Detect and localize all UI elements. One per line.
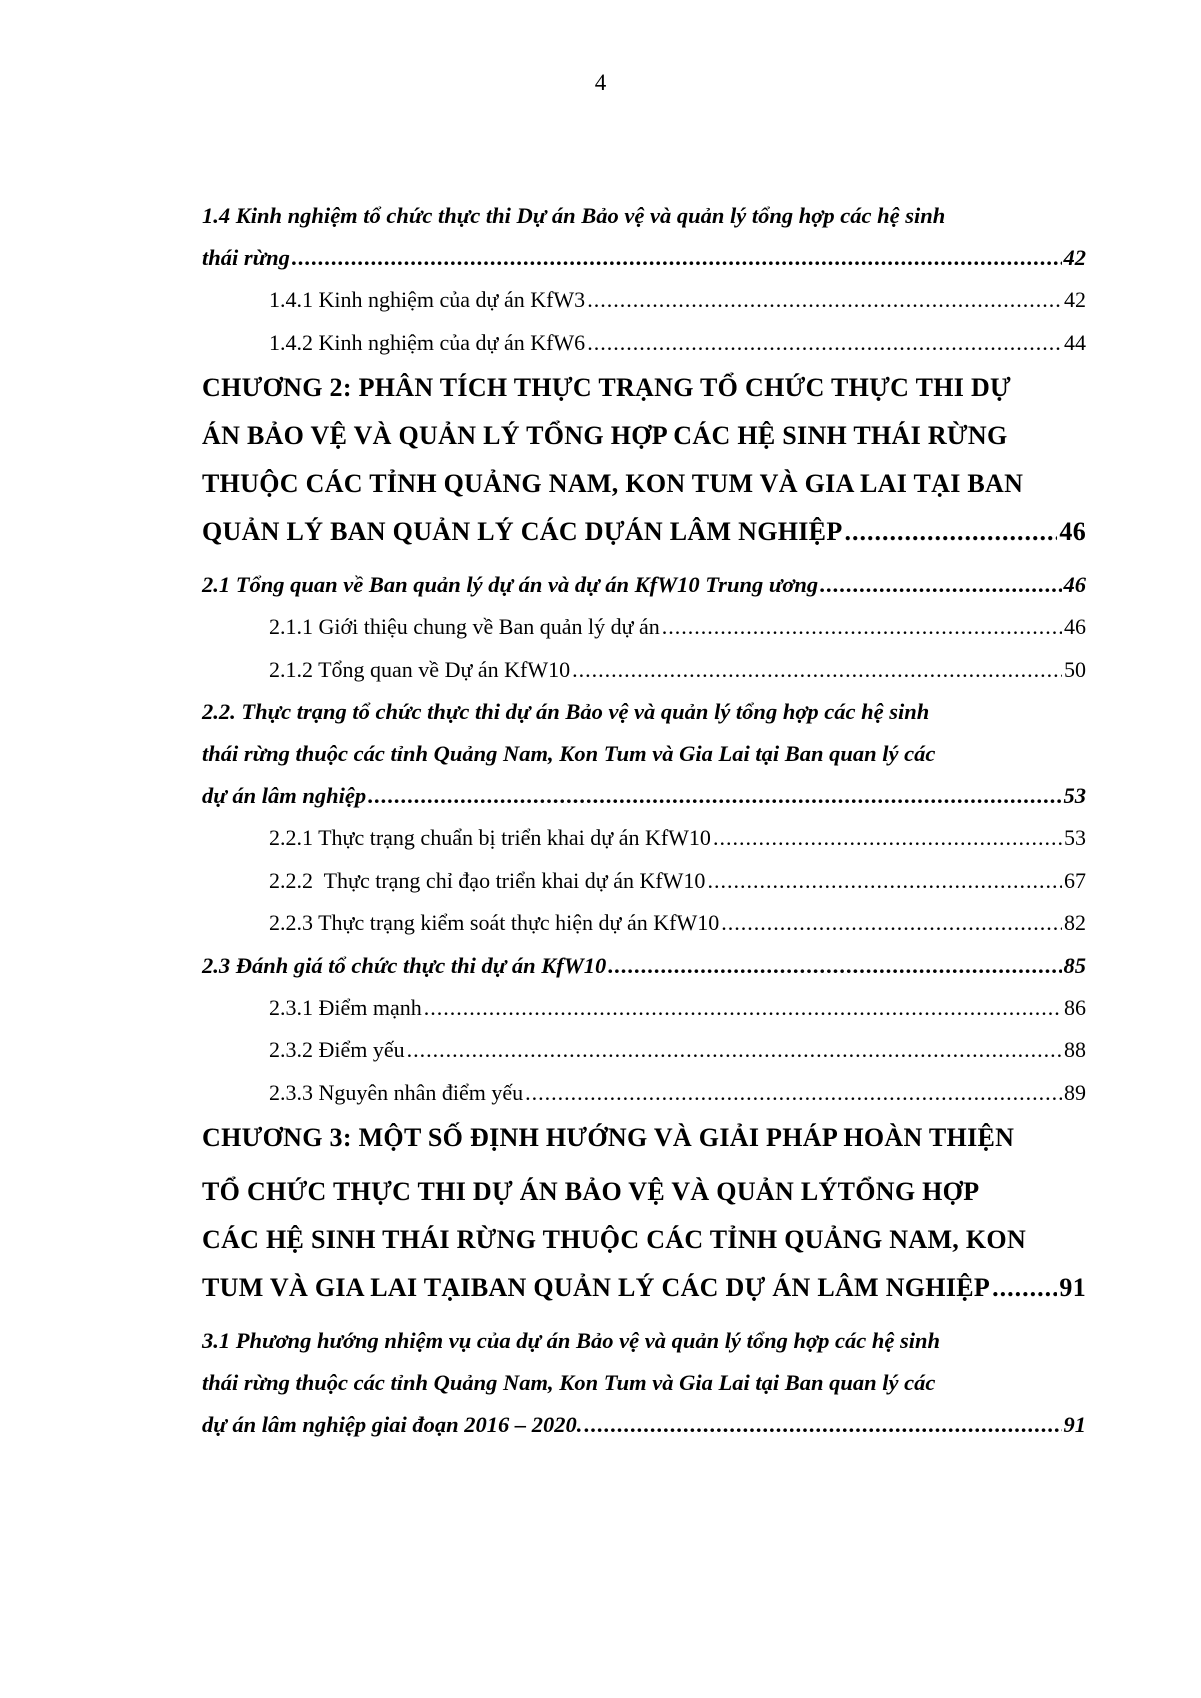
toc-entry-title: 2.1.2 Tổng quan về Dự án KfW10 [269,656,571,682]
toc-page-number: 53 [1064,825,1086,850]
toc-entry-2-2-1[interactable] [202,817,1086,860]
toc-page-number: 85 [1063,952,1086,978]
toc-entry-title: 2.3.3 Nguyên nhân điểm yếu [269,1079,524,1105]
toc-entry-title: TUM VÀ GIA LAI TẠIBAN QUẢN LÝ CÁC DỰ ÁN LÂM NGHIỆP [202,1273,991,1302]
toc-page-number: 46 [1064,614,1086,639]
toc-chapter-3[interactable] [202,1114,1086,1312]
toc-entry-title: 2.3.2 Điểm yếu [269,1037,405,1062]
toc-entry-2-2-2[interactable] [202,860,1086,903]
dot-leader [608,945,1061,987]
toc-page-number: 53 [1063,783,1086,808]
toc-entry-title: 2.1 Tổng quan về Ban quản lý dự án và dự án KfW10 Trung ương [202,572,819,597]
toc-entry-2-3-1[interactable] [202,987,1086,1030]
dot-leader [587,322,1062,365]
toc-entry-2-1-1[interactable] [202,606,1086,649]
toc-entry-title: 1.4.1 Kinh nghiệm của dự án KfW3 [269,287,586,312]
dot-leader [662,606,1062,649]
toc-page-number: 88 [1064,1037,1086,1062]
toc-entry-title: 2.3 Đánh giá tổ chức thực thi dự án KfW10 [202,952,607,978]
toc-entry-2-3-2[interactable] [202,1029,1086,1072]
toc-entry-title: dự án lâm nghiệp giai đoạn 2016 – 2020. [202,1412,583,1437]
toc-entry-line: 2.2. Thực trạng tổ chức thực thi dự án Bảo vệ và quản lý tổng hợp các hệ sinh [202,699,930,724]
toc-entry-line: CÁC HỆ SINH THÁI RỪNG THUỘC CÁC TỈNH QUẢNG NAM, KON [202,1225,1027,1254]
toc-entry-line: thái rừng thuộc các tỉnh Quảng Nam, Kon Tum và Gia Lai tại Ban quan lý các [202,1370,936,1395]
toc-page-number: 50 [1064,656,1086,682]
toc-entry-1-4-1[interactable] [202,279,1086,322]
dot-leader [525,1072,1062,1115]
toc-entry-2-2[interactable] [202,691,1086,817]
toc-entry-title: QUẢN LÝ BAN QUẢN LÝ CÁC DỰÁN LÂM NGHIỆP [202,517,843,546]
toc-entry-title: 2.2.3 Thực trạng kiểm soát thực hiện dự án KfW10 [269,910,720,935]
toc-entry-2-2-3[interactable] [202,902,1086,945]
dot-leader [707,860,1062,903]
toc-page-number: 42 [1063,245,1086,270]
toc-entry-3-1[interactable] [202,1320,1086,1446]
dot-leader [292,237,1062,279]
toc-page-number: 91 [1059,1273,1086,1302]
toc-page-number: 91 [1063,1412,1086,1437]
toc-entry-1-4-2[interactable] [202,322,1086,365]
dot-leader [713,817,1062,860]
toc-page-number: 67 [1064,867,1086,893]
dot-leader [424,987,1062,1030]
toc-entry-title: dự án lâm nghiệp [202,783,367,808]
dot-leader [368,775,1061,817]
toc-entry-1-4[interactable] [202,195,1086,279]
toc-entry-line: thái rừng thuộc các tỉnh Quảng Nam, Kon Tum và Gia Lai tại Ban quan lý các [202,741,936,766]
toc-entry-line: CHƯƠNG 2: PHÂN TÍCH THỰC TRẠNG TỔ CHỨC THỰC THI DỰ [202,373,1012,402]
toc-page-number: 86 [1064,994,1086,1020]
toc-page-number: 46 [1059,517,1086,546]
toc-entry-title: thái rừng [202,245,290,270]
toc-page-number: 89 [1064,1079,1086,1105]
toc-entry-2-3[interactable] [202,945,1086,987]
toc-page-number: 82 [1064,910,1086,935]
toc-entry-line: ÁN BẢO VỆ VÀ QUẢN LÝ TỔNG HỢP CÁC HỆ SINH THÁI RỪNG [202,421,1008,450]
toc-entry-title: 2.2.2 Thực trạng chỉ đạo triển khai dự án KfW10 [269,867,706,893]
dot-leader [845,508,1058,556]
toc-entry-2-1-2[interactable] [202,649,1086,692]
dot-leader [407,1029,1062,1072]
dot-leader [572,649,1062,692]
toc-entry-line: CHƯƠNG 3: MỘT SỐ ĐỊNH HƯỚNG VÀ GIẢI PHÁP HOÀN THIỆN [202,1123,1015,1152]
toc-page-number: 42 [1064,287,1086,312]
dot-leader [587,279,1062,322]
toc-entry-line: TỔ CHỨC THỰC THI DỰ ÁN BẢO VỆ VÀ QUẢN LÝTỔNG HỢP [202,1177,980,1206]
toc-entry-line: 1.4 Kinh nghiệm tổ chức thực thi Dự án Bảo vệ và quản lý tổng hợp các hệ sinh [202,203,946,228]
table-of-contents [202,195,1086,1446]
toc-entry-2-3-3[interactable] [202,1072,1086,1115]
toc-entry-title: 2.2.1 Thực trạng chuẩn bị triển khai dự án KfW10 [269,825,711,850]
toc-entry-title: 1.4.2 Kinh nghiệm của dự án KfW6 [269,329,586,355]
toc-page-number: 44 [1064,329,1086,355]
toc-entry-title: 2.3.1 Điểm mạnh [269,994,422,1020]
dot-leader [992,1264,1057,1312]
toc-entry-2-1[interactable] [202,564,1086,606]
dot-leader [721,902,1062,945]
toc-chapter-2[interactable] [202,364,1086,556]
toc-entry-line: THUỘC CÁC TỈNH QUẢNG NAM, KON TUM VÀ GIA LAI TẠI BAN [202,469,1024,498]
dot-leader [820,564,1061,606]
toc-entry-line: 3.1 Phương hướng nhiệm vụ của dự án Bảo vệ và quản lý tổng hợp các hệ sinh [202,1328,941,1353]
toc-entry-title: 2.1.1 Giới thiệu chung về Ban quản lý dự án [269,614,660,639]
toc-page-number: 46 [1063,572,1086,597]
page-number: 4 [594,70,607,95]
dot-leader [584,1404,1061,1446]
